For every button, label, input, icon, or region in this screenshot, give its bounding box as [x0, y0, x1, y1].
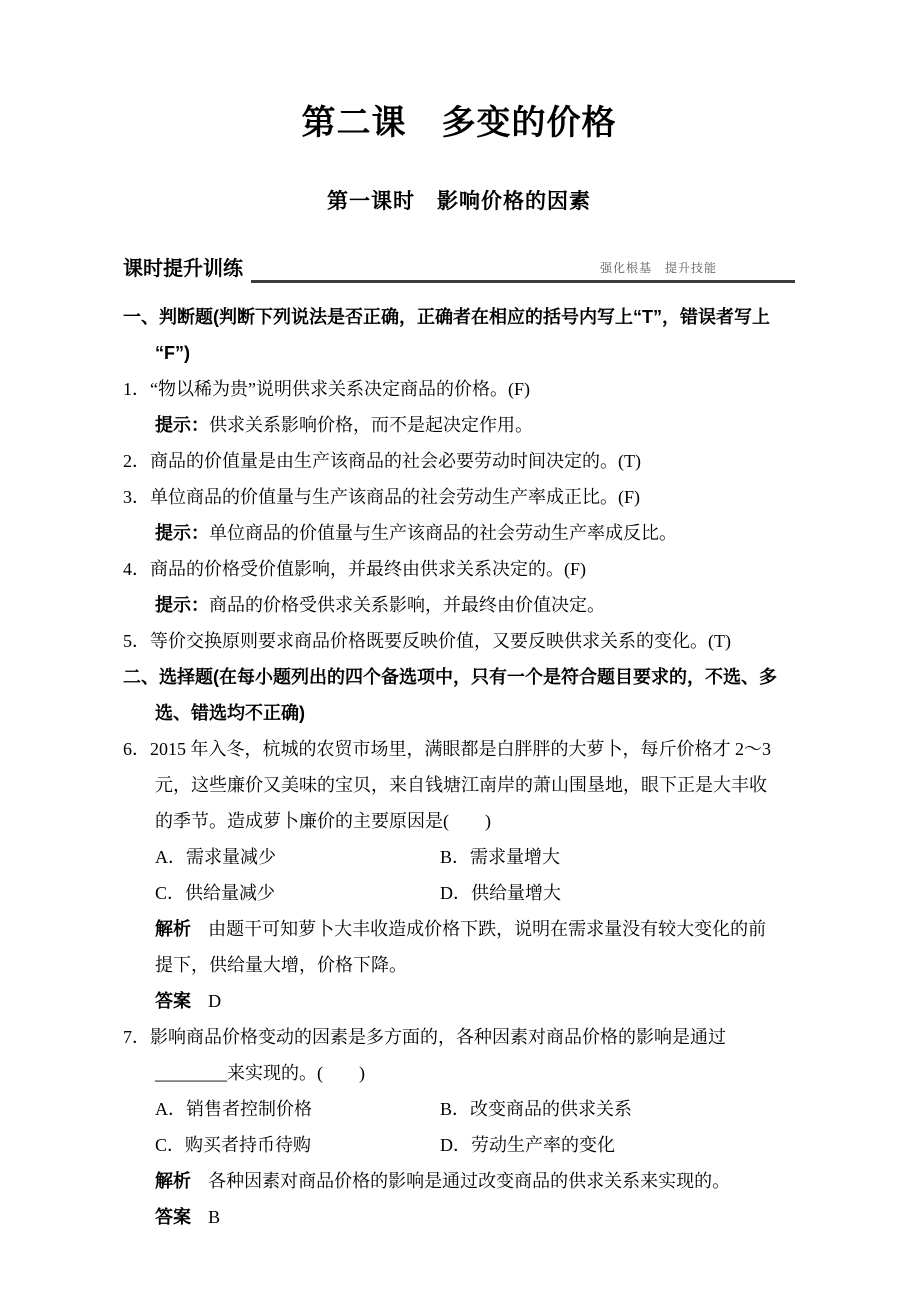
- doc-subtitle: 第一课时 影响价格的因素: [327, 190, 591, 213]
- question-6-option-c: C．供给量减少: [155, 883, 276, 903]
- choice-section-heading-line-1: 二、选择题(在每小题列出的四个备选项中，只有一个是符合题目要求的，不选、多: [123, 667, 777, 687]
- question-6-line-2: 元，这些廉价又美味的宝贝，来自钱塘江南岸的萧山围垦地，眼下正是大丰收: [155, 775, 767, 795]
- training-banner: [123, 255, 795, 283]
- question-7-option-c: C．购买者持币待购: [155, 1135, 312, 1155]
- question-6-line-3: 的季节。造成萝卜廉价的主要原因是( ): [155, 811, 491, 831]
- question-6-option-d: D．供给量增大: [440, 883, 561, 903]
- question-6-option-a: A．需求量减少: [155, 847, 276, 867]
- judge-item-1-tip: [155, 407, 795, 443]
- analysis-text: 各种因素对商品价格的影响是通过改变商品的供求关系来实现的。: [208, 1171, 731, 1191]
- tip-label: 提示：: [155, 415, 209, 435]
- analysis-label: 解析: [155, 919, 191, 939]
- judge-item-5: 5．等价交换原则要求商品价格既要反映价值，又要反映供求关系的变化。(T): [123, 631, 731, 651]
- banner-rule: [251, 255, 795, 283]
- answer-label: 答案: [155, 1207, 191, 1227]
- question-6-analysis-line-2: 提下，供给量大增，价格下降。: [155, 955, 407, 975]
- question-6-analysis-line-1: [155, 911, 795, 947]
- judge-item-1: 1．“物以稀为贵”说明供求关系决定商品的价格。(F): [123, 379, 530, 399]
- banner-label: 课时提升训练: [123, 258, 243, 280]
- question-7-answer-line: [155, 1199, 795, 1235]
- question-7-option-d: D．劳动生产率的变化: [440, 1135, 615, 1155]
- judge-section-heading-line-2: “F”): [155, 343, 190, 363]
- judge-item-3: 3．单位商品的价值量与生产该商品的社会劳动生产率成正比。(F): [123, 487, 640, 507]
- question-6-option-b: B．需求量增大: [440, 847, 561, 867]
- judge-item-3-tip: [155, 515, 795, 551]
- question-7-analysis-line-1: [155, 1163, 795, 1199]
- question-6-options-row-1: [155, 839, 795, 875]
- tip-label: 提示：: [155, 523, 209, 543]
- judge-item-4: 4．商品的价格受价值影响，并最终由供求关系决定的。(F): [123, 559, 586, 579]
- question-7-options-row-1: [155, 1091, 795, 1127]
- choice-section-heading-line-2: 选、错选均不正确): [155, 703, 305, 723]
- answer-value: D: [208, 991, 222, 1011]
- question-6-answer-line: [155, 983, 795, 1019]
- question-7-option-b: B．改变商品的供求关系: [440, 1099, 633, 1119]
- tip-text: 供求关系影响价格，而不是起决定作用。: [209, 415, 533, 435]
- question-7-line-2: ________来实现的。( ): [155, 1063, 365, 1083]
- analysis-text: 由题干可知萝卜大丰收造成价格下跌，说明在需求量没有较大变化的前: [208, 919, 767, 939]
- banner-tagline: 强化根基 提升技能: [599, 261, 717, 275]
- tip-text: 商品的价格受供求关系影响，并最终由价值决定。: [209, 595, 605, 615]
- tip-text: 单位商品的价值量与生产该商品的社会劳动生产率成反比。: [209, 523, 677, 543]
- question-7-options-row-2: [155, 1127, 795, 1163]
- document-body: [123, 299, 795, 1235]
- question-7-line-1: 7．影响商品价格变动的因素是多方面的，各种因素对商品价格的影响是通过: [123, 1027, 726, 1047]
- question-7-option-a: A．销售者控制价格: [155, 1099, 312, 1119]
- judge-section-heading-line-1: 一、判断题(判断下列说法是否正确，正确者在相应的括号内写上“T”，错误者写上: [123, 307, 770, 327]
- answer-value: B: [208, 1207, 221, 1227]
- question-6-line-1: 6．2015 年入冬，杭城的农贸市场里，满眼都是白胖胖的大萝卜，每斤价格才 2～3: [123, 739, 771, 759]
- doc-title: 第二课 多变的价格: [301, 104, 617, 142]
- judge-item-2: 2．商品的价值量是由生产该商品的社会必要劳动时间决定的。(T): [123, 451, 641, 471]
- analysis-label: 解析: [155, 1171, 191, 1191]
- question-6-options-row-2: [155, 875, 795, 911]
- answer-label: 答案: [155, 991, 191, 1011]
- tip-label: 提示：: [155, 595, 209, 615]
- judge-item-4-tip: [155, 587, 795, 623]
